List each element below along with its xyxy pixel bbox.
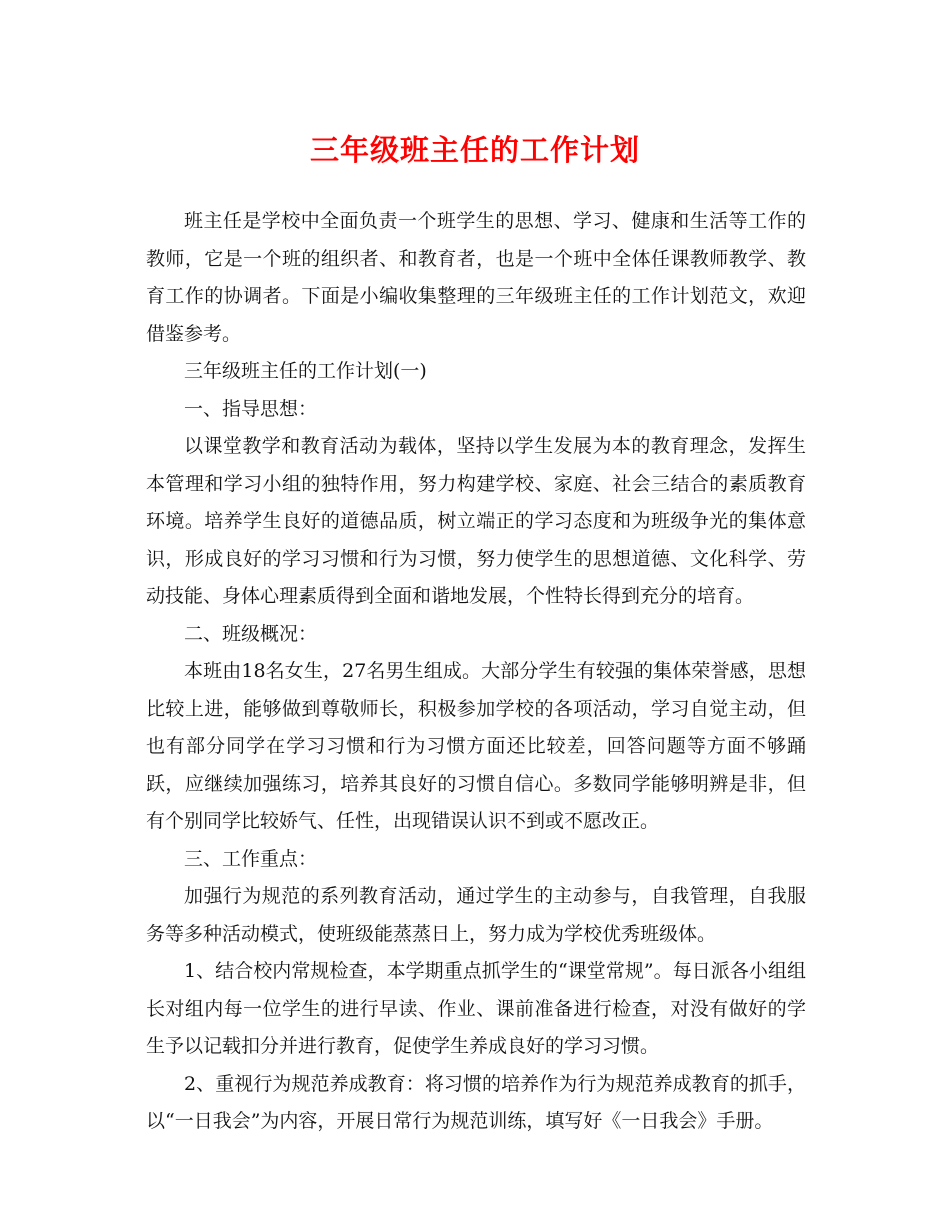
section-heading-guiding-ideology: 一、指导思想：: [184, 397, 318, 420]
paragraph-item-2: 2、重视行为规范养成教育：将习惯的培养作为行为规范养成教育的抓手，以“一日我会”为内容，开展日常行为规范训练，填写好《一日我会》手册。: [146, 1072, 806, 1132]
section-heading-plan-one: 三年级班主任的工作计划(一): [184, 360, 427, 382]
paragraph-intro: 班主任是学校中全面负责一个班学生的思想、学习、健康和生活等工作的教师，它是一个班的组织者、和教育者，也是一个班中全体任课教师教学、教育工作的协调者。下面是小编收集整理的三年级班主任的工作计划范文，欢迎借鉴参考。: [146, 210, 806, 345]
document-body: [146, 203, 806, 1141]
section-heading-class-overview: 二、班级概况：: [184, 622, 318, 645]
paragraph-class-overview: 本班由18名女生，27名男生组成。大部分学生有较强的集体荣誉感，思想比较上进，能够做到尊敬师长，积极参加学校的各项活动，学习自觉主动，但也有部分同学在学习习惯和行为习惯方面还比较差，回答问题等方面不够踊跃，应继续加强练习，培养其良好的习惯自信心。多数同学能够明辨是非，但有个别同学比较娇气、任性，出现错误认识不到或不愿改正。: [146, 660, 806, 832]
document-title: 三年级班主任的工作计划: [309, 133, 640, 167]
section-heading-work-focus: 三、工作重点：: [184, 847, 318, 870]
paragraph-item-1: 1、结合校内常规检查，本学期重点抓学生的“课堂常规”。每日派各小组组长对组内每一位学生的进行早读、作业、课前准备进行检查，对没有做好的学生予以记载扣分并进行教育，促使学生养成良好的学习习惯。: [146, 960, 806, 1057]
paragraph-work-focus: 加强行为规范的系列教育活动，通过学生的主动参与，自我管理，自我服务等多种活动模式，使班级能蒸蒸日上，努力成为学校优秀班级体。: [146, 885, 806, 945]
paragraph-guiding-ideology: 以课堂教学和教育活动为载体，坚持以学生发展为本的教育理念，发挥生本管理和学习小组的独特作用，努力构建学校、家庭、社会三结合的素质教育环境。培养学生良好的道德品质，树立端正的学习态度和为班级争光的集体意识，形成良好的学习习惯和行为习惯，努力使学生的思想道德、文化科学、劳动技能、身体心理素质得到全面和谐地发展，个性特长得到充分的培育。: [146, 435, 806, 607]
